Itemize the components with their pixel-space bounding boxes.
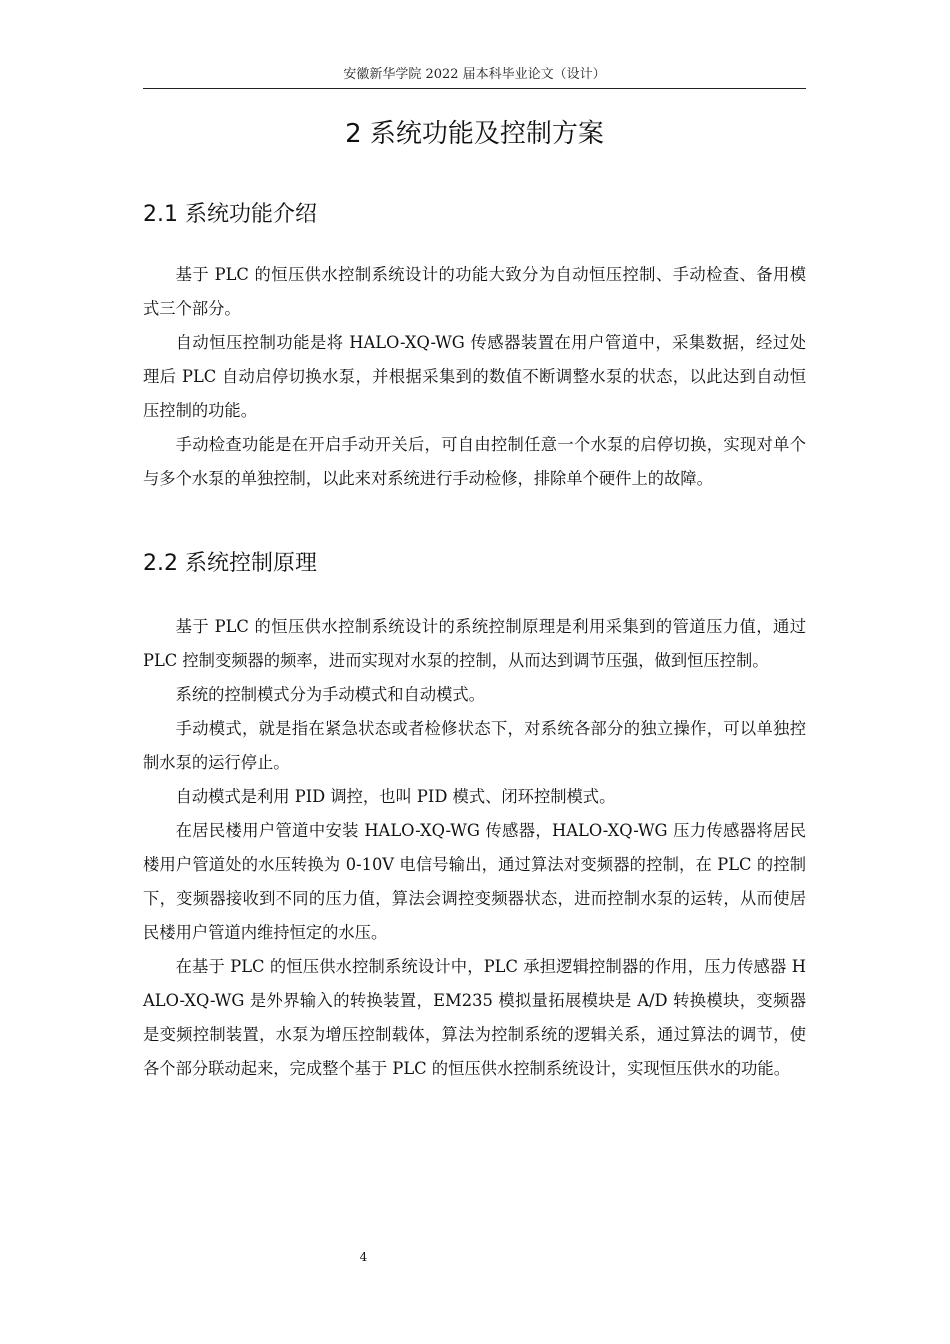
paragraph: 在居民楼用户管道中安装 HALO-XQ-WG 传感器，HALO-XQ-WG 压力传感器将居民楼用户管道处的水压转换为 0-10V 电信号输出，通过算法对变频器的控制，在 PLC 的控制下，变频器接收到不同的压力值，算法会调控变频器状态，进而控制水泵的运转，从而使居民楼用户管道内维持恒定的水压。 [143, 821, 806, 942]
paragraph: 在基于 PLC 的恒压供水控制系统设计中，PLC 承担逻辑控制器的作用，压力传感器 HALO-XQ-WG 是外界输入的转换装置，EM235 模拟量拓展模块是 A/D 转换模块，变频器是变频控制装置，水泵为增压控制载体，算法为控制系统的逻辑关系，通过算法的调节，使各个部分联动起来，完成整个基于 PLC 的恒压供水控制系统设计，实现恒压供水的功能。 [143, 957, 806, 1078]
page-number: 4 [359, 1250, 368, 1264]
paragraph: 自动恒压控制功能是将 HALO-XQ-WG 传感器装置在用户管道中，采集数据，经过处理后 PLC 自动启停切换水泵，并根据采集到的数值不断调整水泵的状态，以此达到自动恒压控制的功能。 [143, 333, 806, 420]
paragraph: 基于 PLC 的恒压供水控制系统设计的功能大致分为自动恒压控制、手动检查、备用模式三个部分。 [143, 265, 806, 318]
chapter-title: 2 系统功能及控制方案 [345, 119, 604, 149]
section-body-2-1 [143, 258, 806, 496]
section-title-2-1: 2.1 系统功能介绍 [143, 202, 317, 227]
page-header: 安徽新华学院 2022 届本科毕业论文（设计） [143, 64, 806, 89]
paragraph: 基于 PLC 的恒压供水控制系统设计的系统控制原理是利用采集到的管道压力值，通过 PLC 控制变频器的频率，进而实现对水泵的控制，从而达到调节压强，做到恒压控制。 [143, 617, 806, 670]
paragraph: 手动检查功能是在开启手动开关后，可自由控制任意一个水泵的启停切换，实现对单个与多个水泵的单独控制，以此来对系统进行手动检修，排除单个硬件上的故障。 [143, 435, 806, 488]
paragraph: 系统的控制模式分为手动模式和自动模式。 [175, 685, 485, 704]
section-body-2-2 [143, 610, 806, 1086]
paragraph: 手动模式，就是指在紧急状态或者检修状态下，对系统各部分的独立操作，可以单独控制水泵的运行停止。 [143, 719, 806, 772]
paragraph: 自动模式是利用 PID 调控，也叫 PID 模式、闭环控制模式。 [175, 787, 616, 806]
section-title-2-2: 2.2 系统控制原理 [143, 551, 317, 576]
